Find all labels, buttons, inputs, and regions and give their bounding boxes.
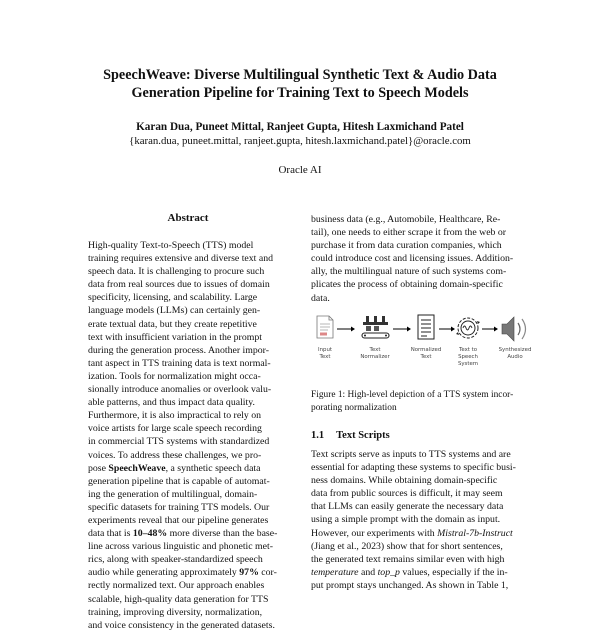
text-line: tant aspect in TTS training data is text normal- (88, 357, 271, 369)
text-line: data from real sources due to issues of domain (88, 279, 270, 291)
text-line: able patterns, and thus impact data quality. (88, 397, 255, 409)
text-line: line across various linguistic and phonetic met- (88, 541, 274, 553)
document-icon (317, 316, 333, 338)
figure-caption (311, 389, 533, 414)
label-normalized-1: Normalized (410, 347, 442, 353)
text-line: Text scripts serve as inputs to TTS systems and are (311, 449, 511, 460)
text-line: data. (311, 292, 330, 304)
figure-caption-line-1: Figure 1: High-level depiction of a TTS system incor- (311, 390, 514, 400)
text-line: specificity, licensing, and scalability. Large (88, 292, 258, 304)
conveyor-icon (362, 316, 389, 338)
text-line: rectly normalized text. Our approach enables (88, 580, 265, 592)
text-line: audio while generating approximately 97% cor- (88, 567, 277, 579)
label-normalizer-1: Text (369, 347, 381, 353)
text-line: ally, the multilingual nature of such systems com- (311, 266, 507, 278)
text-line: purchase it from data curation companies, which (311, 240, 502, 252)
intro-continuation (311, 213, 533, 305)
text-line: in commercial TTS systems with standardized (88, 436, 270, 448)
abstract-body (88, 239, 288, 632)
section-title: Text Scripts (336, 430, 390, 441)
text-line: text with insufficient variation in the prompt (88, 331, 262, 343)
authors: Karan Dua, Puneet Mittal, Ranjeet Gupta, Hitesh Laxmichand Patel (136, 121, 464, 133)
text-line: that LLMs can easily generate the necessary data (311, 501, 504, 513)
paper-title (40, 66, 560, 102)
text-line: data that is 10–48% more diverse than the base- (88, 528, 278, 540)
text-line: put prompt stays unchanged. As shown in Table 1, (311, 579, 509, 591)
label-tts-2: Speech (458, 354, 478, 360)
text-lines-icon (418, 315, 434, 339)
gear-wave-icon (456, 318, 480, 338)
text-line: However, our experiments with Mistral-7b-Instruct (311, 527, 513, 539)
text-line: during the generation process. Another impor- (88, 344, 269, 356)
text-line: experiments reveal that our pipeline generates (88, 514, 269, 526)
label-normalized-2: Text (420, 354, 432, 360)
abstract-heading: Abstract (167, 212, 209, 224)
text-line: generation pipeline that is capable of automat- (88, 475, 270, 487)
section-heading (311, 430, 390, 441)
label-input-text-1: Input (318, 347, 332, 353)
tts-pipeline-figure (311, 312, 533, 374)
text-line: the generated text remains similar even with high (311, 553, 505, 565)
arrow-1 (337, 327, 355, 332)
text-line: training requires extensive and diverse text and (88, 253, 273, 265)
text-line: tail), one needs to either scrape it from the web or (311, 227, 507, 239)
affiliation: Oracle AI (278, 164, 322, 176)
arrow-3 (439, 327, 455, 332)
text-line: scalable, high-quality data generation for TTS (88, 593, 269, 605)
text-line: using a simple prompt with the domain as input. (311, 514, 501, 526)
text-line: sionally introduce anomalies or overlook valu- (88, 384, 272, 396)
text-line: and voice consistency in the generated datasets. (88, 619, 275, 631)
label-tts-3: System (457, 361, 479, 367)
text-line: voices. To address these challenges, we pro- (88, 449, 262, 461)
label-input-text-2: Text (319, 354, 331, 360)
text-line: speech data. It is challenging to procure such (88, 266, 265, 278)
author-emails: {karan.dua, puneet.mittal, ranjeet.gupta, hitesh.laxmichand.patel}@oracle.com (129, 135, 471, 147)
label-tts-1: Text to (458, 347, 478, 353)
figure-labels (318, 347, 531, 367)
text-line: business data (e.g., Automobile, Healthcare, Re- (311, 214, 501, 225)
text-line: (Jiang et al., 2023) show that for short sentences, (311, 540, 503, 552)
speaker-icon (502, 317, 526, 341)
text-line: Furthermore, it is also impractical to rely on (88, 410, 262, 422)
text-line: language models (LLMs) can certainly gen- (88, 305, 261, 317)
text-line: essential for adapting these systems to specific busi- (311, 462, 516, 474)
text-line: temperature and top_p values, especially if the in- (311, 566, 508, 578)
text-line: ness domains. While obtaining domain-specific (311, 475, 498, 487)
text-line: High-quality Text-to-Speech (TTS) model (88, 240, 254, 251)
arrow-2 (393, 327, 411, 332)
text-line: erate textual data, but they create repetitive (88, 318, 257, 330)
text-line: ing the generation of multilingual, domain- (88, 488, 258, 500)
text-line: specific datasets for training TTS models. Our (88, 501, 270, 513)
text-line: training, improving diversity, normalization, (88, 606, 263, 618)
text-line: voice artists for large scale speech recording (88, 423, 262, 435)
section-number: 1.1 (311, 430, 325, 441)
text-line: ization. Tools for normalization might occa- (88, 370, 261, 382)
arrow-4 (482, 327, 498, 332)
title-line-1: SpeechWeave: Diverse Multilingual Synthetic Text & Audio Data (103, 67, 497, 83)
section-body (311, 448, 533, 592)
label-normalizer-2: Normalizer (360, 354, 390, 360)
text-line: pose SpeechWeave, a synthetic speech data (88, 462, 261, 474)
text-line: plicates the process of obtaining domain-specific (311, 279, 503, 291)
label-audio-2: Audio (507, 354, 523, 360)
figure-caption-line-2: porating normalization (311, 402, 397, 413)
label-audio-1: Synthesized (498, 347, 532, 353)
text-line: could introduce cost and licensing issues. Addition- (311, 253, 514, 265)
text-line: rics, along with speaker-standardized speech (88, 554, 263, 566)
text-line: data from public sources is difficult, it may seem (311, 488, 503, 500)
title-line-2: Generation Pipeline for Training Text to Speech Models (131, 85, 469, 101)
